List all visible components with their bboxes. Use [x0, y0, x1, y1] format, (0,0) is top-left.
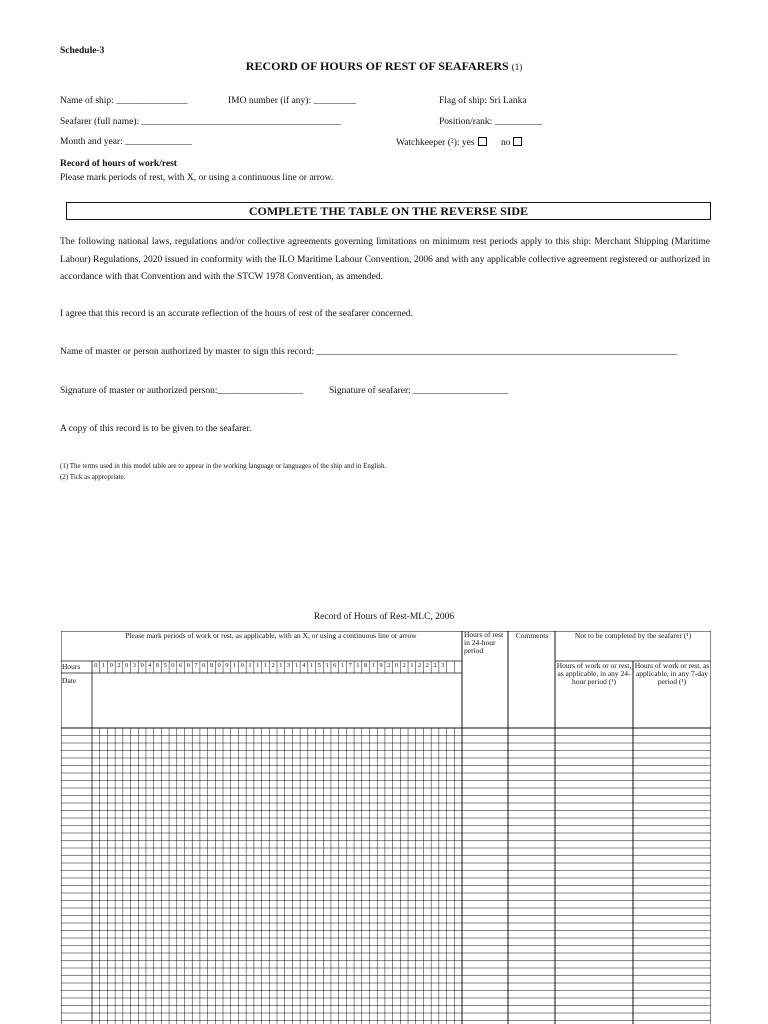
hour-tick-label: 1 [356, 662, 360, 669]
yes-checkbox[interactable] [478, 137, 487, 146]
reverse-side-banner: COMPLETE THE TABLE ON THE REVERSE SIDE [66, 202, 711, 220]
hour-tick-label: 2 [387, 662, 391, 669]
hour-tick-label: 0 [202, 662, 206, 669]
hour-tick-label: 2 [402, 662, 406, 669]
hour-tick-label: 2 [417, 662, 422, 669]
hour-tick-label: 1 [232, 662, 237, 669]
hour-tick-label: 2 [425, 662, 429, 669]
hour-tick-label: 8 [209, 662, 214, 669]
hour-tick-label: 0 [155, 662, 160, 669]
master-name-field: Name of master or person authorized by master to sign this record: ____________________________________________________________________________ [60, 347, 678, 357]
comments-header: Comments [515, 631, 549, 640]
hour-tick-label: 4 [148, 662, 152, 669]
ship-name-field: Name of ship: _______________ [60, 96, 188, 106]
hours-7day-header: Hours of work or rest, as applicable, in any 7-day period (¹) [634, 661, 710, 686]
hour-tick-label: 3 [441, 662, 445, 669]
no-checkbox[interactable] [513, 137, 522, 146]
hour-tick-label: 0 [94, 662, 98, 669]
hour-tick-label: 0 [140, 662, 144, 669]
rest-hours-table [61, 631, 711, 1024]
hour-tick-label: 2 [271, 662, 275, 669]
hour-tick-label: 0 [186, 662, 190, 669]
work-rest-instruction: Please mark periods of rest, with X, or using a continuous line or arrow. [60, 173, 334, 183]
hour-tick-label: 6 [179, 662, 183, 669]
hour-tick-label: 3 [132, 662, 136, 669]
schedule-label: Schedule-3 [60, 46, 105, 56]
work-rest-heading: Record of hours of work/rest [60, 159, 177, 169]
hour-tick-label: 1 [371, 662, 375, 669]
hour-tick-label: 1 [101, 662, 106, 669]
not-completed-header: Not to be completed by the seafarer (¹) [574, 631, 692, 640]
hour-tick-label: 1 [263, 662, 268, 669]
table-grid-lines [61, 631, 711, 1024]
hour-tick-label: 6 [333, 662, 337, 669]
hour-tick-label: 3 [286, 662, 291, 669]
hour-tick-label: 4 [302, 662, 306, 669]
hour-tick-label: 5 [163, 662, 167, 669]
copy-note: A copy of this record is to be given to the seafarer. [60, 424, 252, 434]
hour-tick-label: 1 [294, 662, 298, 669]
seafarer-field: Seafarer (full name): __________________________________________ [60, 117, 341, 127]
hour-tick-label: 9 [379, 662, 383, 669]
hour-tick-label: 2 [433, 662, 437, 669]
hour-tick-label: 0 [125, 662, 129, 669]
hour-tick-label: 0 [109, 662, 113, 669]
imo-field: IMO number (if any): _________ [228, 96, 357, 106]
hour-tick-label: 7 [348, 662, 352, 669]
table-title: Record of Hours of Rest-MLC, 2006 [313, 612, 455, 622]
hour-tick-label: 2 [117, 662, 121, 669]
hour-tick-label: 0 [240, 662, 244, 669]
footnote-2: (2) Tick as appropriate. [60, 473, 126, 481]
hour-tick-label: 1 [310, 662, 314, 669]
seafarer-signature-field: Signature of seafarer: ____________________ [329, 386, 509, 396]
hour-tick-label: 1 [256, 662, 260, 669]
table-instruction: Please mark periods of work or rest, as applicable, with an X, or using a continuous line or arrow [125, 631, 417, 640]
hour-tick-label: 0 [394, 662, 399, 669]
hour-tick-label: 1 [325, 662, 329, 669]
hour-tick-label: 9 [225, 662, 229, 669]
hour-tick-label: 5 [317, 662, 321, 669]
laws-paragraph: The following national laws, regulations and/or collective agreements governing limitations on minimum rest periods apply to this ship: Merchant Shipping (Maritime Labour) Regulations, 2020 issued in conformity with the ILO Maritime Labour Convention, 2006 and with any applicable collective agreement registered or authorized in accordance with that Convention and with the STCW 1978 Convention, as amended. [60, 237, 710, 282]
hour-tick-label: 1 [248, 662, 252, 669]
hour-tick-label: 0 [171, 662, 175, 669]
hour-tick-label: 7 [194, 662, 198, 669]
hours-label: Hours [62, 662, 81, 671]
watchkeeper-field: Watchkeeper (²): yes no [396, 137, 522, 148]
footnote-1: (1) The terms used in this model table are to appear in the working language or languages of the ship and in English. [60, 462, 387, 470]
hour-tick-label: 0 [217, 662, 221, 669]
position-field: Position/rank: __________ [439, 117, 543, 127]
agreement-statement: I agree that this record is an accurate reflection of the hours of rest of the seafarer concerned. [60, 309, 413, 319]
hours-24h-header: Hours of work or or rest, as applicable, in any 24-hour period (¹) [556, 661, 632, 686]
flag-field: Flag of ship: Sri Lanka [439, 96, 527, 106]
date-label: Date [62, 676, 77, 685]
hours-of-rest-header: Hours of rest in 24-hour period [464, 631, 504, 655]
hour-tick-label: 8 [364, 662, 368, 669]
month-year-field: Month and year: ______________ [60, 137, 192, 147]
hour-tick-label: 1 [340, 662, 345, 669]
page-title: RECORD OF HOURS OF REST OF SEAFARERS (1) [245, 59, 523, 73]
hour-tick-label: 1 [279, 662, 283, 669]
master-signature-field: Signature of master or authorized person:__________________ [60, 386, 303, 396]
hour-tick-label: 1 [410, 662, 414, 669]
